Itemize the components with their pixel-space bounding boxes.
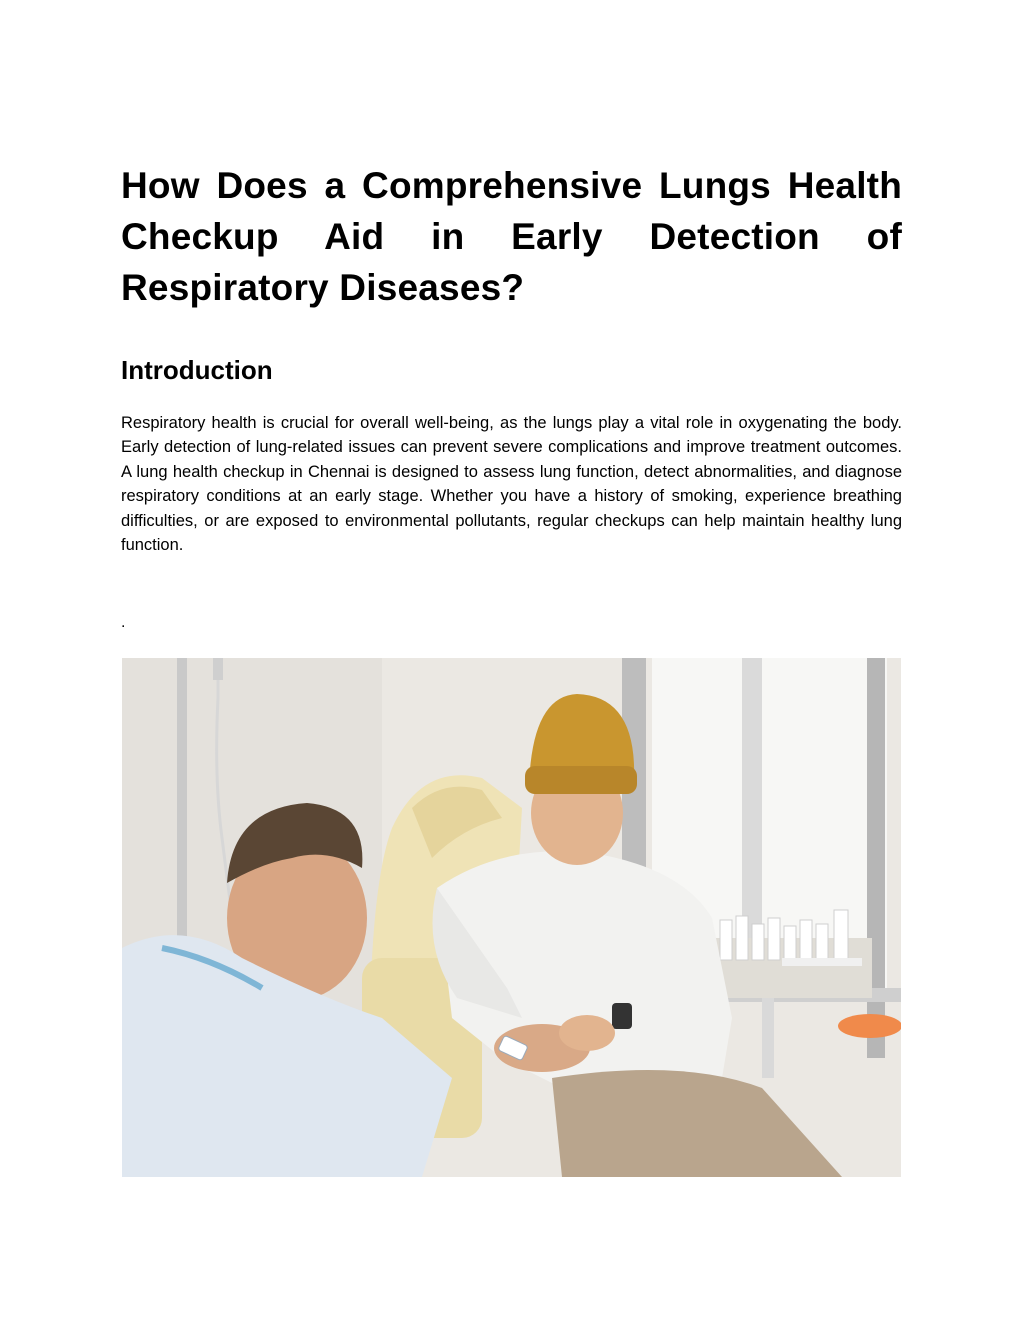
clinic-photo-illustration (122, 658, 901, 1177)
patient-hand (559, 1015, 615, 1051)
intro-paragraph: Respiratory health is crucial for overall well-being, as the lungs play a vital role in oxygenating the body. Early detection of lung-related issues can prevent severe complications and improve treatment outcomes. A lung health checkup in Chennai is designed to assess lung function, detect abnormalities, and diagnose respiratory conditions at an early stage. Whether you have a history of smoking, experience breathing difficulties, or are exposed to environmental pollutants, regular checkups can help maintain healthy lung function. (121, 414, 902, 555)
document-page (121, 160, 902, 557)
orange-items (838, 1014, 901, 1038)
cart-tray (782, 958, 862, 966)
iv-connector (213, 658, 223, 680)
beanie-brim (525, 766, 637, 794)
separator-dot: . (121, 614, 126, 631)
page-title: How Does a Comprehensive Lungs Health Checkup Aid in Early Detection of Respiratory Diseases? (121, 165, 902, 308)
clinic-photo (122, 658, 901, 1177)
iv-pole (177, 658, 187, 958)
watch (612, 1003, 632, 1029)
section-heading: Introduction (121, 355, 273, 385)
cart-leg (762, 998, 774, 1078)
